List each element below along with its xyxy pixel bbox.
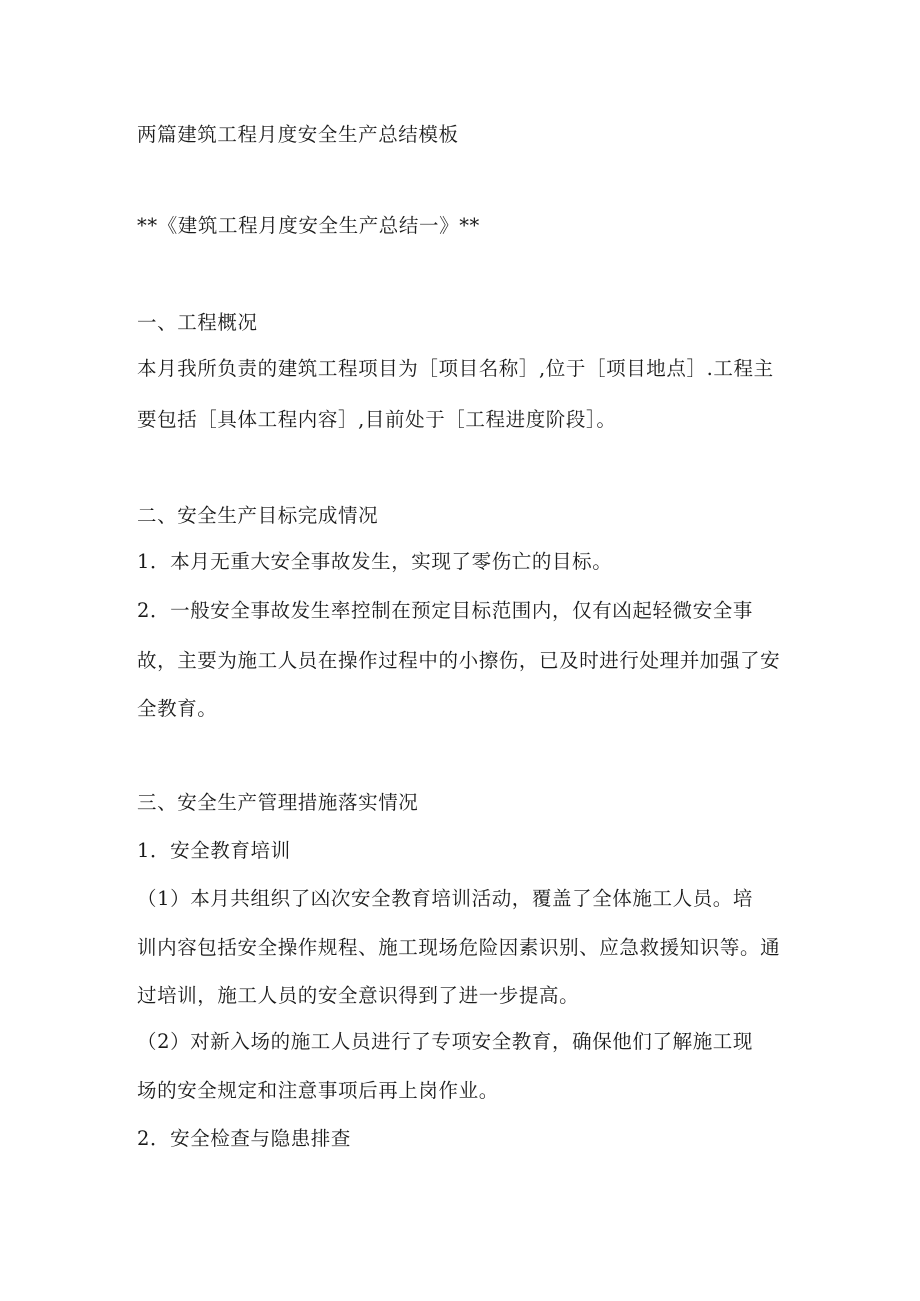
section-3-paragraph-2-line-1: （2）对新入场的施工人员进行了专项安全教育，确保他们了解施工现 <box>137 1030 754 1053</box>
section-1-paragraph-line-1: 本月我所负责的建筑工程项目为［项目名称］,位于［项目地点］.工程主 <box>137 357 774 380</box>
section-2-heading: 二、安全生产目标完成情况 <box>137 504 379 527</box>
section-3-subheading-1: 1．安全教育培训 <box>137 839 291 862</box>
section-1-paragraph-line-2: 要包括［具体工程内容］,目前处于［工程进度阶段］。 <box>137 408 617 431</box>
section-1-heading: 一、工程概况 <box>137 311 258 334</box>
section-3-paragraph-2-line-2: 场的安全规定和注意事项后再上岗作业。 <box>137 1079 499 1102</box>
document-title: 两篇建筑工程月度安全生产总结模板 <box>137 123 459 146</box>
section-2-item-2-line-2: 故，主要为施工人员在操作过程中的小擦伤，已及时进行处理并加强了安 <box>137 649 781 672</box>
section-2-item-2-line-3: 全教育。 <box>137 697 218 720</box>
section-3-subheading-2: 2．安全检查与隐患排查 <box>137 1127 352 1150</box>
section-3-paragraph-1-line-3: 过培训，施工人员的安全意识得到了进一步提高。 <box>137 984 580 1007</box>
section-2-item-1: 1．本月无重大安全事故发生，实现了零伤亡的目标。 <box>137 550 613 573</box>
section-3-heading: 三、安全生产管理措施落实情况 <box>137 791 419 814</box>
section-3-paragraph-1-line-2: 训内容包括安全操作规程、施工现场危险因素识别、应急救援知识等。通 <box>137 936 781 959</box>
section-3-paragraph-1-line-1: （1）本月共组织了凶次安全教育培训活动，覆盖了全体施工人员。培 <box>137 887 754 910</box>
document-subtitle: **《建筑工程月度安全生产总结一》** <box>137 214 480 237</box>
section-2-item-2-line-1: 2．一般安全事故发生率控制在预定目标范围内，仅有凶起轻微安全事 <box>137 599 754 622</box>
